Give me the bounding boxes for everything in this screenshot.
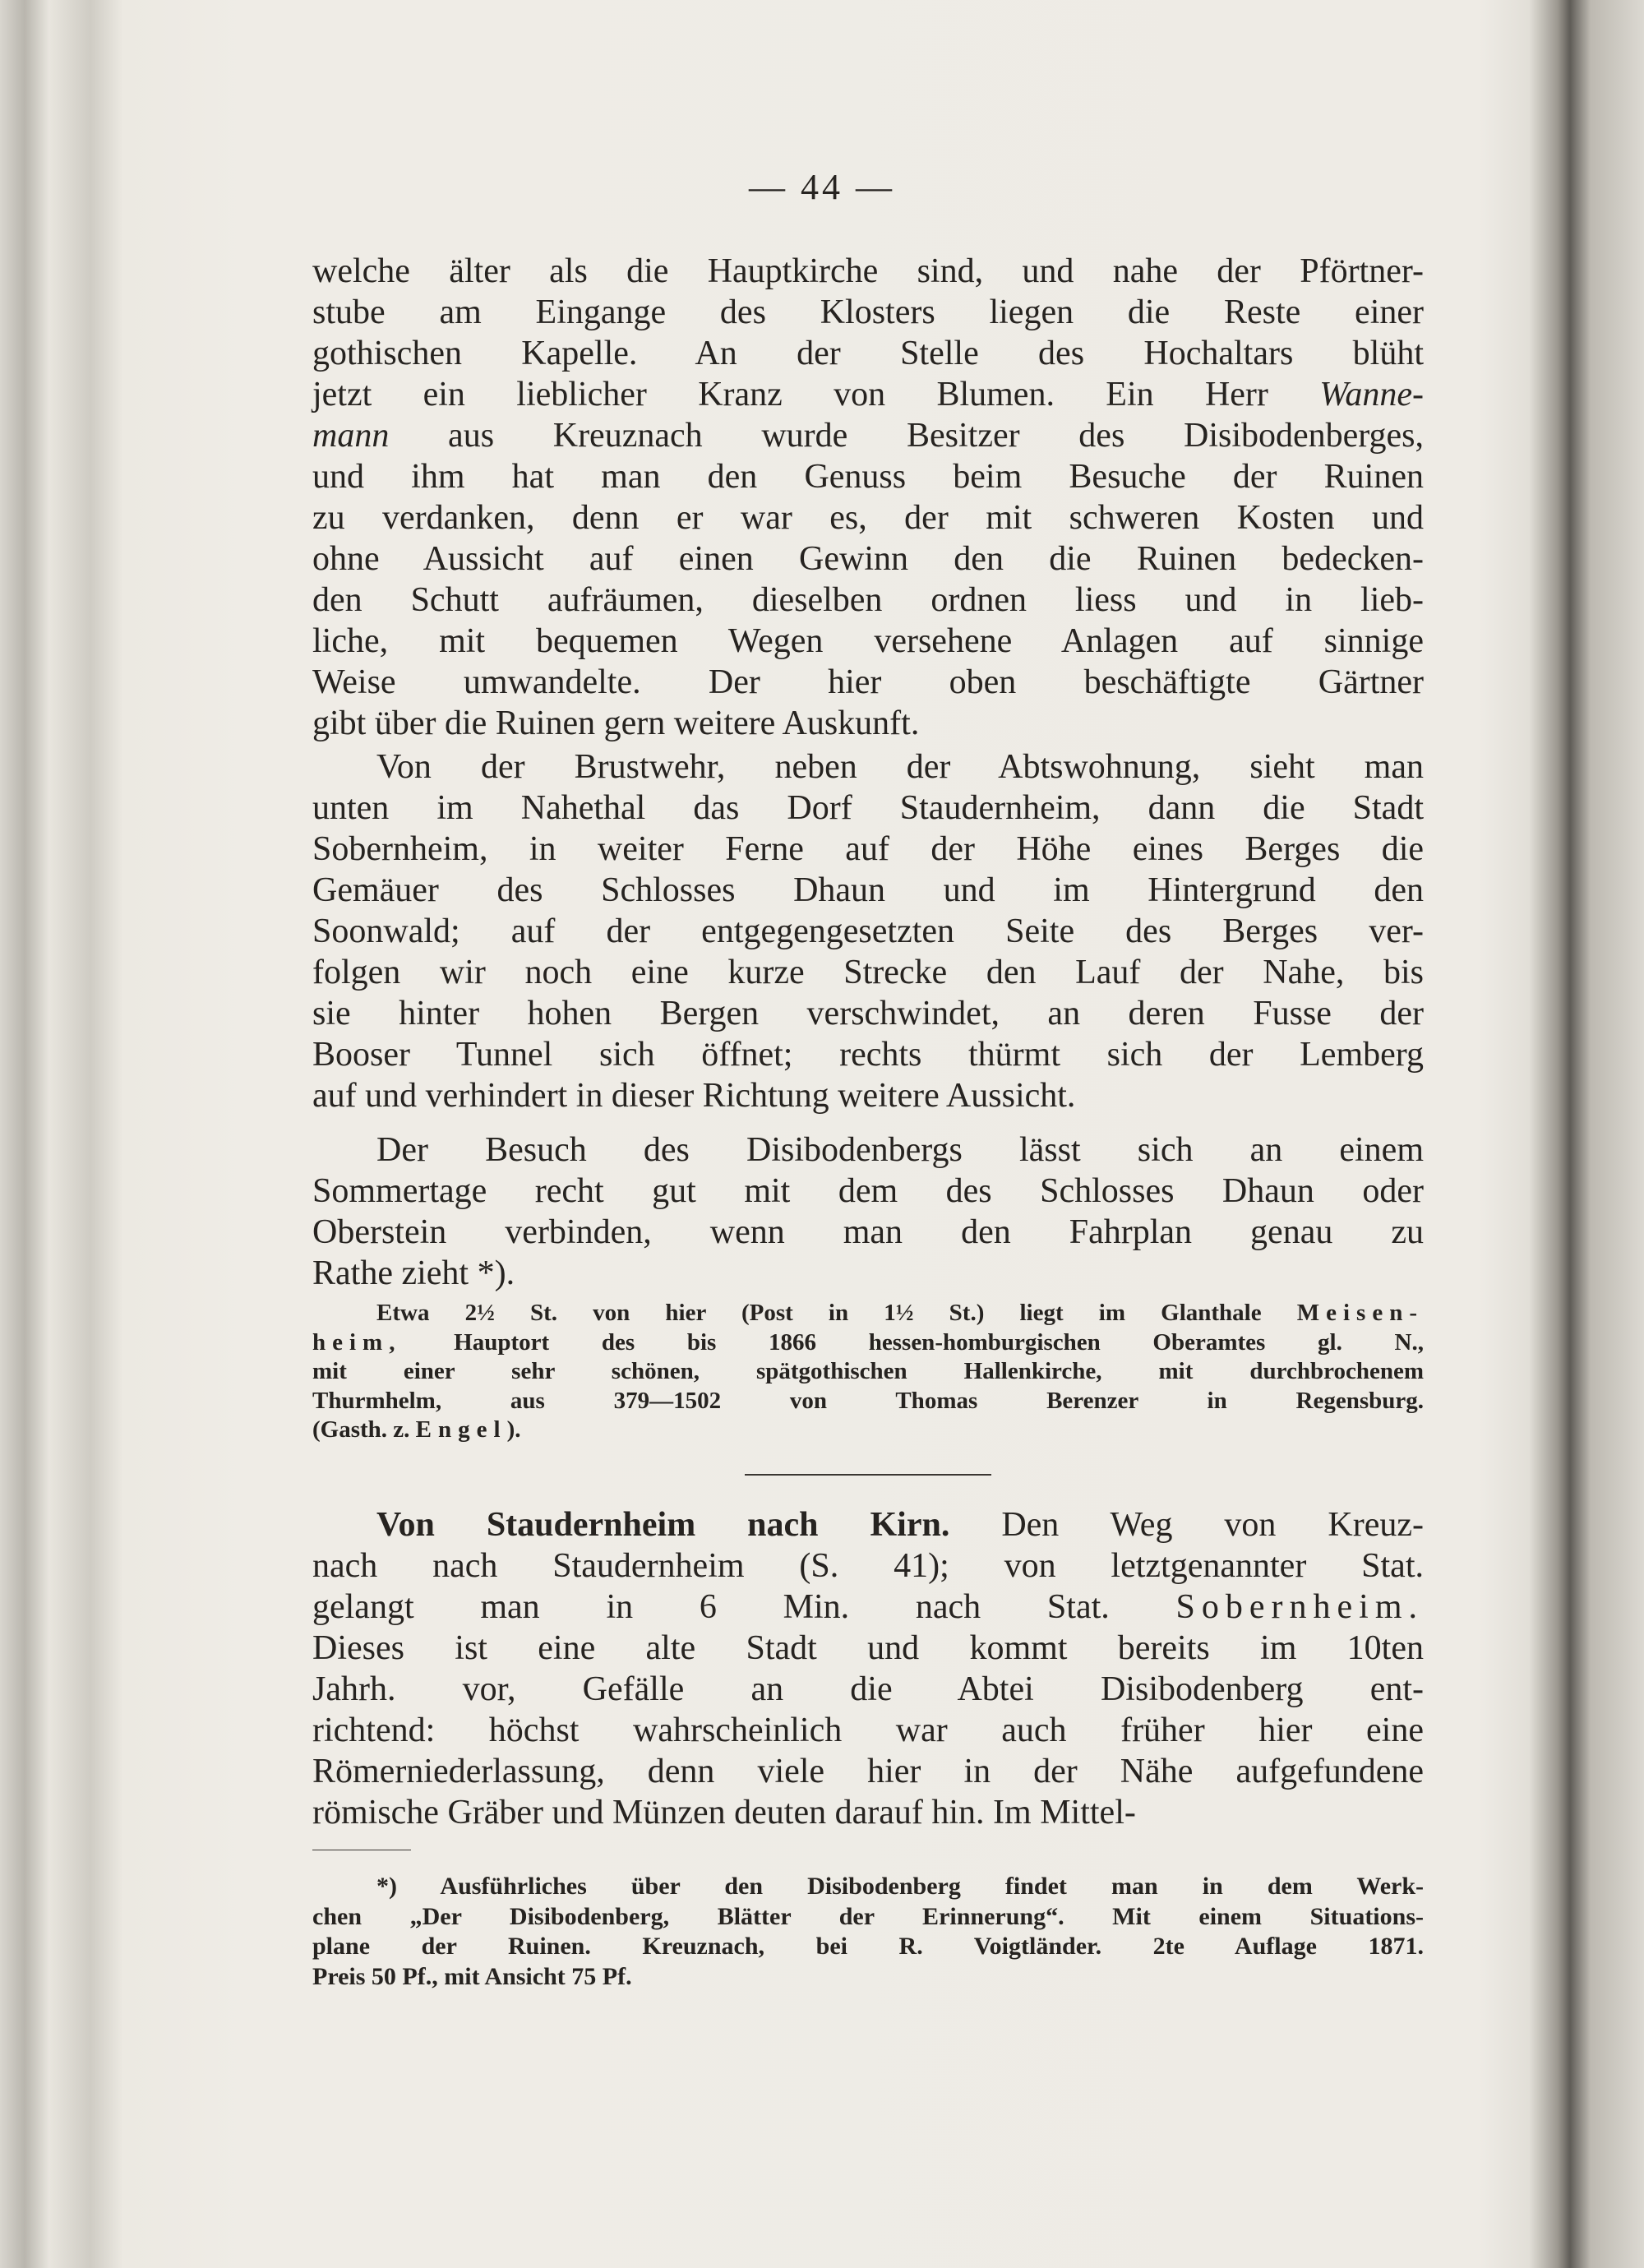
paragraph-1 (312, 251, 1424, 744)
text-line (312, 952, 1424, 993)
text-line (312, 1129, 1424, 1171)
text-segment: Etwa 2½ St. von hier (Post in 1½ St.) liegt im Glanthale (376, 1300, 1297, 1326)
text-segment: Römerniederlassung, denn viele hier in der Nähe aufgefundene (312, 1753, 1424, 1790)
text-segment: Thurmhelm, aus 379—1502 von Thomas Berenzer in Regensburg. (312, 1387, 1424, 1414)
text-line (312, 497, 1424, 538)
text-segment: Preis 50 Pf., mit Ansicht 75 Pf. (312, 1962, 632, 1990)
text-line (312, 1669, 1424, 1710)
paragraph-3 (312, 1129, 1424, 1294)
text-segment: Booser Tunnel sich öffnet; rechts thürmt sich der Lemberg (312, 1036, 1424, 1074)
text-segment: Oberstein verbinden, wenn man den Fahrplan genau zu (312, 1213, 1424, 1251)
text-line (312, 829, 1424, 870)
text-segment: Gemäuer des Schlosses Dhaun und im Hintergrund den (312, 871, 1424, 909)
text-line (312, 1253, 1424, 1294)
text-line (312, 1872, 1424, 1902)
text-line (312, 456, 1424, 497)
text-segment: Hauptort des bis 1866 hessen-homburgischen Oberamtes gl. N., (401, 1328, 1424, 1356)
text-line (312, 1962, 1424, 1993)
text-segment: chen „Der Disibodenberg, Blätter der Erinnerung“. Mit einem Situations- (312, 1902, 1424, 1930)
text-line (312, 1357, 1424, 1387)
section-divider (745, 1474, 991, 1476)
text-line (312, 870, 1424, 911)
text-line (312, 788, 1424, 829)
text-segment: ohne Aussicht auf einen Gewinn den die Ruinen bedecken- (312, 540, 1424, 578)
text-line (312, 1212, 1424, 1253)
text-segment: mit einer sehr schönen, spätgothischen Hallenkirche, mit durchbrochenem (312, 1358, 1424, 1384)
text-segment: den Schutt aufräumen, dieselben ordnen liess und in lieb- (312, 581, 1424, 619)
text-segment: Wanne- (1319, 376, 1424, 413)
text-line (312, 1075, 1424, 1116)
text-line (312, 746, 1424, 788)
text-segment: jetzt ein lieblicher Kranz von Blumen. Ein Herr (312, 376, 1320, 413)
text-segment: Sobernheim, in weiter Ferne auf der Höhe eines Berges die (312, 830, 1424, 868)
text-line (312, 1387, 1424, 1416)
text-line (312, 662, 1424, 703)
text-line (312, 292, 1424, 333)
text-segment: Jahrh. vor, Gefälle an die Abtei Disibodenberg ent- (312, 1670, 1424, 1708)
page-number: — 44 — (749, 167, 895, 207)
text-segment: welche älter als die Hauptkirche sind, und nahe der Pförtner- (312, 252, 1424, 290)
text-segment: Soonwald; auf der entgegengesetzten Seite des Berges ver- (312, 912, 1424, 950)
text-line (312, 1628, 1424, 1669)
text-line (312, 1902, 1424, 1933)
text-segment: gelangt man in 6 Min. nach Stat. (312, 1588, 1176, 1626)
text-segment: Der Besuch des Disibodenbergs lässt sich an einem (376, 1131, 1424, 1169)
text-line (312, 1792, 1424, 1833)
text-line (312, 911, 1424, 952)
text-line (312, 374, 1424, 415)
text-segment: aus Kreuznach wurde Besitzer des Disibodenberges, (389, 417, 1424, 455)
text-segment: Engel (415, 1416, 507, 1443)
text-segment: und ihm hat man den Genuss beim Besuche der Ruinen (312, 458, 1424, 496)
text-segment: Sobernheim. (1175, 1588, 1424, 1626)
text-segment: nach nach Staudernheim (S. 41); von letztgenannter Stat. (312, 1547, 1424, 1585)
text-segment: Meisen- (1296, 1300, 1424, 1326)
text-segment: (Gasth. z. (312, 1416, 416, 1443)
text-line (312, 1751, 1424, 1792)
text-segment: Weise umwandelte. Der hier oben beschäftigte Gärtner (312, 663, 1424, 701)
text-line (312, 621, 1424, 662)
paragraph-2 (312, 746, 1424, 1116)
text-segment: ). (506, 1416, 521, 1443)
text-line (312, 703, 1424, 744)
text-segment: folgen wir noch eine kurze Strecke den Lauf der Nahe, bis (312, 954, 1424, 991)
text-line (312, 538, 1424, 580)
text-segment: gothischen Kapelle. An der Stelle des Hochaltars blüht (312, 335, 1424, 372)
text-line (312, 580, 1424, 621)
text-line (312, 1504, 1424, 1545)
text-line (312, 1299, 1424, 1328)
text-line (312, 1416, 1424, 1445)
footnote (312, 1872, 1424, 1992)
text-segment: stube am Eingange des Klosters liegen die Reste einer (312, 293, 1424, 331)
text-line (312, 251, 1424, 292)
text-line (312, 1171, 1424, 1212)
text-line (312, 333, 1424, 374)
text-segment: unten im Nahethal das Dorf Staudernheim, dann die Stadt (312, 789, 1424, 827)
text-segment: Sommertage recht gut mit dem des Schlosses Dhaun oder (312, 1172, 1424, 1210)
text-line (312, 415, 1424, 456)
text-segment: römische Gräber und Münzen deuten darauf hin. Im Mittel- (312, 1794, 1136, 1831)
text-segment: gibt über die Ruinen gern weitere Auskunft. (312, 704, 920, 742)
text-line (312, 1545, 1424, 1587)
text-line (312, 1710, 1424, 1751)
text-segment: liche, mit bequemen Wegen versehene Anlagen auf sinnige (312, 622, 1424, 660)
text-segment: Den Weg von Kreuz- (949, 1506, 1424, 1544)
text-line (312, 1587, 1424, 1628)
text-line (312, 1328, 1424, 1358)
travel-note (312, 1299, 1424, 1445)
text-segment: zu verdanken, denn er war es, der mit schweren Kosten und (312, 499, 1424, 537)
text-line (312, 993, 1424, 1034)
text-segment: Von Staudernheim nach Kirn. (376, 1506, 950, 1544)
text-segment: Rathe zieht *). (312, 1254, 515, 1292)
text-segment: richtend: höchst wahrscheinlich war auch früher hier eine (312, 1711, 1424, 1749)
text-segment: mann (312, 417, 390, 455)
text-line (312, 1034, 1424, 1075)
text-line (312, 1932, 1424, 1962)
text-segment: heim, (312, 1328, 402, 1356)
text-segment: auf und verhindert in dieser Richtung weitere Aussicht. (312, 1077, 1076, 1115)
text-segment: Von der Brustwehr, neben der Abtswohnung, sieht man (376, 748, 1424, 786)
text-segment: plane der Ruinen. Kreuznach, bei R. Voigtländer. 2te Auflage 1871. (312, 1933, 1424, 1960)
section-staudernheim-kirn (312, 1504, 1424, 1833)
text-segment: sie hinter hohen Bergen verschwindet, an deren Fusse der (312, 995, 1424, 1032)
text-segment: Dieses ist eine alte Stadt und kommt bereits im 10ten (312, 1629, 1424, 1667)
text-segment: *) Ausführliches über den Disibodenberg findet man in dem Werk- (376, 1873, 1424, 1900)
